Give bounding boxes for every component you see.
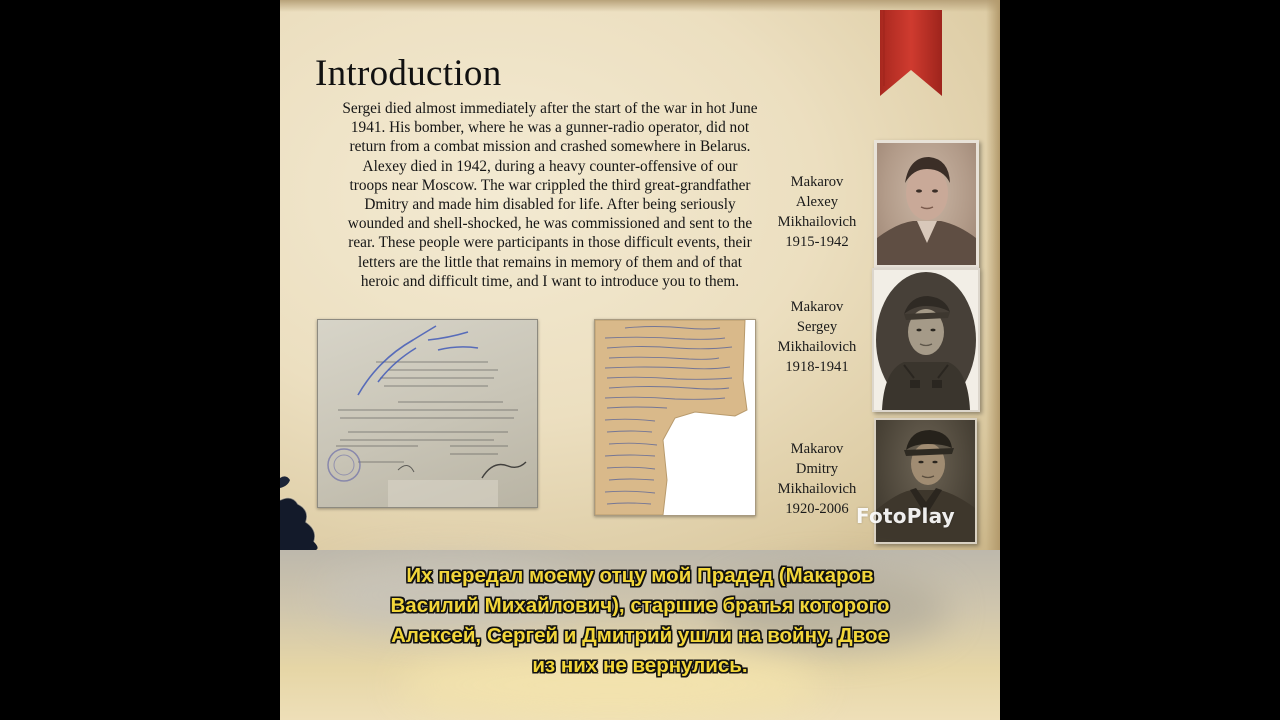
handwritten-letter-image	[594, 319, 756, 516]
presentation-slide	[280, 0, 1000, 550]
subtitle-line-4: из них не вернулись.	[532, 654, 748, 677]
portrait-photo-alexey	[874, 140, 979, 268]
subtitle-text	[280, 561, 1000, 681]
slide-body-text: Sergei died almost immediately after the start of the war in hot June 1941. His bomber, where he was a gunner-radio operator, did not return from a combat mission and crashed somewhere in Belarus. Alexey died in 1942, during a heavy counter-offensive of our troops near Moscow. The war crippled the third great-grandfather Dmitry and made him disabled for life. After being seriously wounded and shell-shocked, he was commissioned and sent to the rear. These people were participants in those difficult events, their letters are the little that remains in memory of them and of that heroic and difficult time, and I want to introduce you to them.	[342, 100, 758, 290]
fotoplay-watermark: FotoPlay	[856, 504, 955, 528]
torn-paper-corner	[280, 470, 330, 550]
archival-document-image	[317, 319, 538, 508]
slide-title: Introduction	[315, 53, 502, 94]
portrait-photo-sergey	[872, 268, 980, 412]
subtitle-line-2: Василий Михайлович), старшие братья которого	[390, 594, 890, 617]
subtitle-line-3: Алексей, Сергей и Дмитрий ушли на войну. Двое	[391, 624, 889, 647]
subtitle-line-1: Их передал моему отцу мой Прадед (Макаров	[406, 564, 874, 587]
red-ribbon-bookmark	[880, 10, 944, 96]
portrait-caption-dmitry: Makarov Dmitry Mikhailovich 1920-2006	[777, 441, 857, 517]
video-frame	[280, 0, 1000, 720]
portrait-caption-alexey: Makarov Alexey Mikhailovich 1915-1942	[777, 174, 857, 250]
portrait-caption-sergey: Makarov Sergey Mikhailovich 1918-1941	[777, 299, 857, 375]
